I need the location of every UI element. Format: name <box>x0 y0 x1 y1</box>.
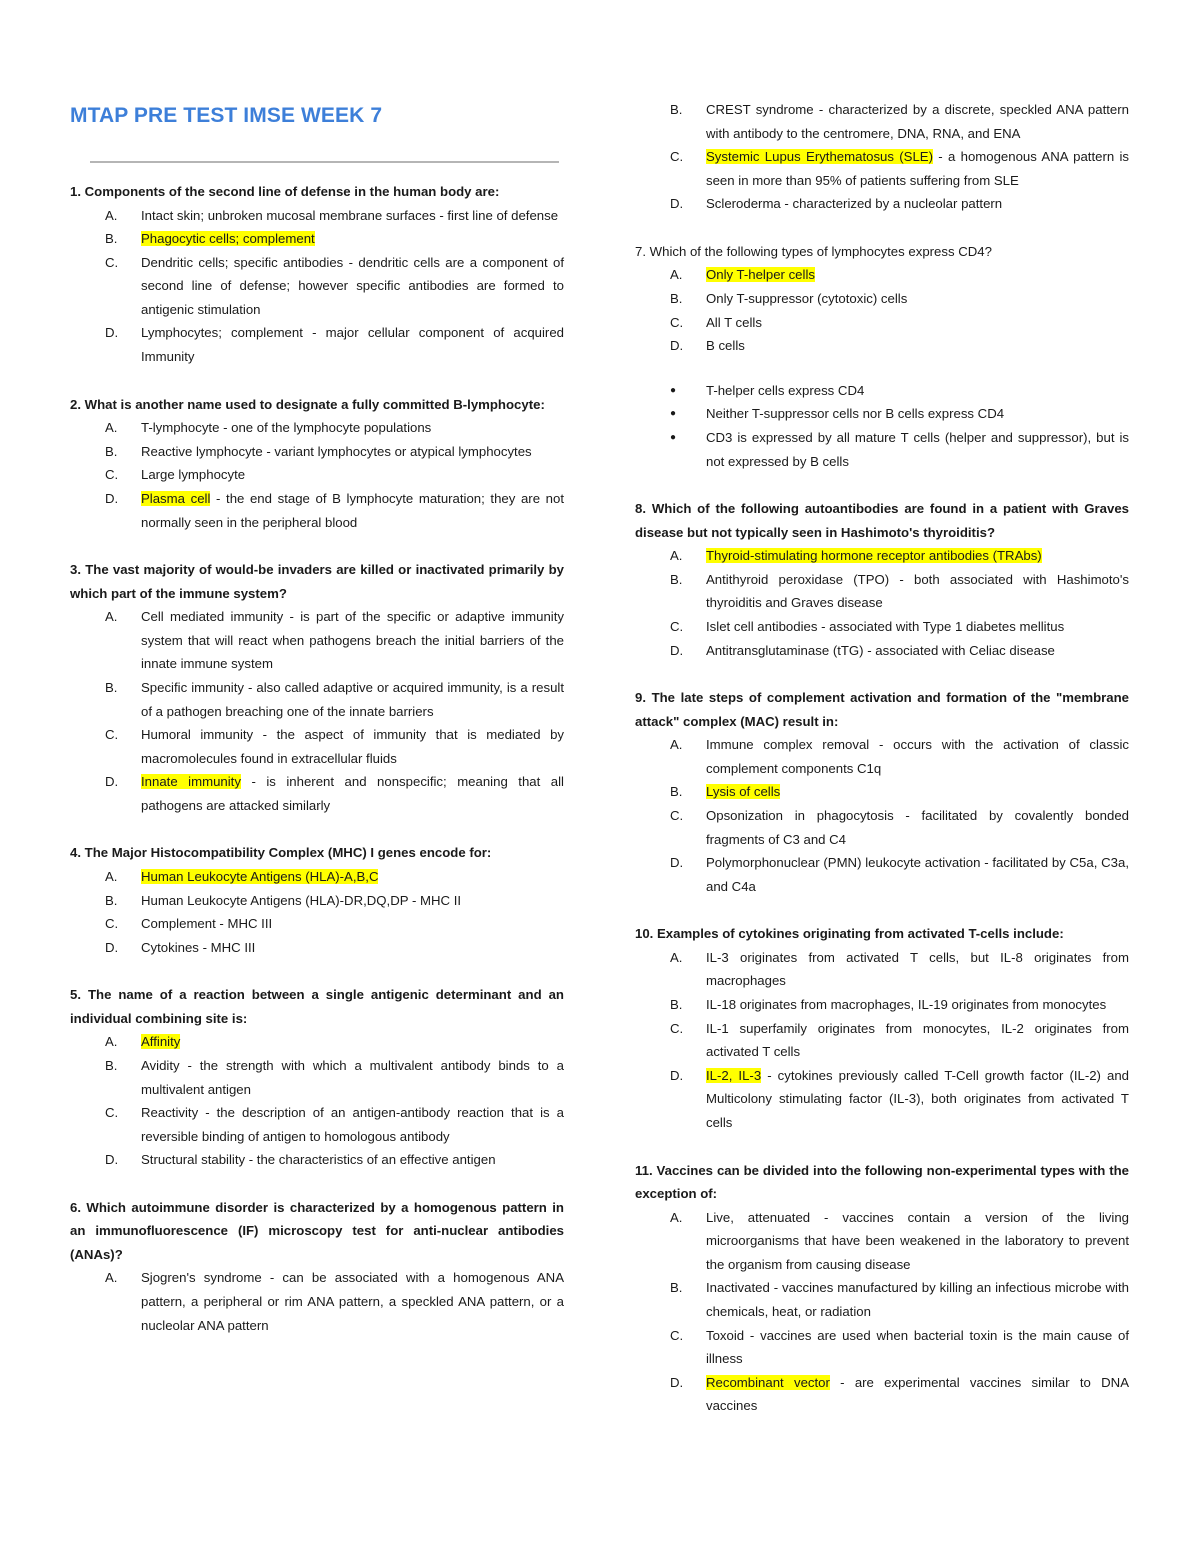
option-letter: C. <box>670 314 684 330</box>
option-a <box>70 416 564 440</box>
question-text: 10. Examples of cytokines originating from activated T-cells include: <box>635 926 1064 942</box>
option-explanation: Scleroderma - characterized by a nucleolar pattern <box>706 196 1003 212</box>
option-letter: C. <box>670 619 684 634</box>
answer-highlight: Lysis of cells <box>706 784 781 800</box>
option-text <box>141 204 564 228</box>
note-text: CD3 is expressed by all mature T cells (helper and suppressor), but is not expressed by B cells <box>706 430 1129 469</box>
option-d <box>635 639 1129 663</box>
answer-highlight: IL-2, IL-3 <box>706 1067 762 1083</box>
option-list <box>70 1030 564 1172</box>
option-letter: A. <box>105 609 118 625</box>
question-5 <box>70 983 564 1172</box>
option-explanation: T-lymphocyte - one of the lymphocyte populations <box>141 420 432 436</box>
option-explanation: Cytokines - MHC III <box>141 939 256 955</box>
option-text <box>141 1266 564 1337</box>
option-text <box>706 1276 1129 1323</box>
option-d <box>635 334 1129 358</box>
option-letter: C. <box>105 727 119 743</box>
bullet-icon: ● <box>670 408 677 420</box>
option-text <box>706 946 1129 993</box>
option-text <box>706 1371 1129 1418</box>
option-list <box>70 605 564 817</box>
option-letter: D. <box>105 939 119 955</box>
option-text <box>706 1064 1129 1135</box>
option-c <box>635 145 1129 192</box>
option-letter: C. <box>670 149 684 165</box>
option-letter: A. <box>105 868 118 884</box>
option-explanation: - the end stage of B lymphocyte maturation; they are not normally seen in the peripheral blood <box>141 490 564 530</box>
option-letter: A. <box>670 949 683 965</box>
option-explanation: Antithyroid peroxidase (TPO) - both associated with Hashimoto's thyroiditis and Graves disease <box>706 571 1129 611</box>
option-explanation: Polymorphonuclear (PMN) leukocyte activation - facilitated by C5a, C3a, and C4a <box>706 855 1129 894</box>
option-explanation: Toxoid - vaccines are used when bacterial toxin is the main cause of illness <box>706 1327 1129 1367</box>
option-explanation: Lymphocytes; complement - major cellular component of acquired Immunity <box>141 325 564 365</box>
option-explanation: Cell mediated immunity - is part of the specific or adaptive immunity system that will react when pathogens breach the initial barriers of the innate immune system <box>141 609 564 672</box>
option-text <box>706 1206 1129 1277</box>
question-9 <box>635 686 1129 898</box>
option-letter: D. <box>105 490 119 506</box>
option-text <box>706 1324 1129 1371</box>
option-text <box>706 780 1129 804</box>
option-b <box>635 993 1129 1017</box>
option-b <box>635 287 1129 311</box>
note-text: T-helper cells express CD4 <box>706 382 865 398</box>
option-c <box>635 311 1129 335</box>
option-letter: B. <box>670 102 683 117</box>
option-explanation: Human Leukocyte Antigens (HLA)-DR,DQ,DP - MHC II <box>141 892 462 908</box>
option-explanation: Antitransglutaminase (tTG) - associated with Celiac disease <box>706 642 1055 658</box>
answer-highlight: Plasma cell <box>141 490 211 506</box>
answer-highlight: Systemic Lupus Erythematosus (SLE) <box>706 149 933 165</box>
option-a <box>635 946 1129 993</box>
option-b <box>635 568 1129 615</box>
option-c <box>635 1324 1129 1371</box>
answer-highlight: Thyroid-stimulating hormone receptor antibodies (TRAbs) <box>706 548 1042 564</box>
option-letter: B. <box>670 291 683 307</box>
option-d <box>635 192 1129 216</box>
option-explanation: Humoral immunity - the aspect of immunity that is mediated by macromolecules found in extracellular fluids <box>141 727 564 766</box>
answer-highlight: Human Leukocyte Antigens (HLA)-A,B,C <box>141 868 379 884</box>
option-b <box>70 676 564 723</box>
option-text <box>141 1054 564 1101</box>
option-text <box>706 615 1129 639</box>
question-text: 9. The late steps of complement activation and formation of the "membrane attack" complex (MAC) result in: <box>635 690 1129 729</box>
option-letter: B. <box>670 1280 683 1296</box>
option-c <box>70 1101 564 1148</box>
option-d <box>70 487 564 534</box>
option-b <box>70 889 564 913</box>
option-letter: A. <box>670 737 683 753</box>
answer-highlight: Recombinant vector <box>706 1374 830 1390</box>
option-explanation: IL-18 originates from macrophages, IL-19 originates from monocytes <box>706 997 1107 1013</box>
option-explanation: Islet cell antibodies - associated with Type 1 diabetes mellitus <box>706 619 1065 634</box>
question-text: 5. The name of a reaction between a single antigenic determinant and an individual combining site is: <box>70 987 564 1026</box>
option-d <box>635 1064 1129 1135</box>
option-explanation: Only T-suppressor (cytotoxic) cells <box>706 291 908 307</box>
option-d <box>635 1371 1129 1418</box>
option-text <box>141 889 564 913</box>
question-text: 7. Which of the following types of lymphocytes express CD4? <box>635 243 992 259</box>
option-letter: B. <box>670 784 683 800</box>
right-column <box>635 0 1129 1442</box>
option-explanation: Inactivated - vaccines manufactured by killing an infectious microbe with chemicals, heat, or radiation <box>706 1280 1129 1319</box>
option-text <box>141 227 564 251</box>
option-text <box>706 733 1129 780</box>
option-a <box>635 263 1129 287</box>
option-explanation: B cells <box>706 338 745 354</box>
option-text <box>706 287 1129 311</box>
option-c <box>70 912 564 936</box>
option-text <box>141 936 564 960</box>
option-explanation: - cytokines previously called T-Cell growth factor (IL-2) and Multicolony stimulating factor (IL-3), both originates from activated T cells <box>706 1067 1129 1130</box>
question-6 <box>70 1196 564 1337</box>
question-2 <box>70 393 564 534</box>
option-letter: D. <box>105 325 119 341</box>
option-text <box>706 1017 1129 1064</box>
note-item <box>635 402 1129 426</box>
option-d <box>635 851 1129 898</box>
option-explanation: Avidity - the strength with which a multivalent antibody binds to a multivalent antigen <box>141 1057 564 1097</box>
option-explanation: - a homogenous ANA pattern is seen in more than 95% of patients suffering from SLE <box>706 149 1129 188</box>
option-letter: A. <box>670 267 683 283</box>
question-4 <box>70 841 564 959</box>
option-text <box>706 192 1129 216</box>
option-text <box>141 723 564 770</box>
option-a <box>70 204 564 228</box>
question-1 <box>70 180 564 369</box>
option-a <box>70 605 564 676</box>
option-letter: D. <box>105 1152 119 1168</box>
option-b <box>635 98 1129 145</box>
question-text: 2. What is another name used to designate a fully committed B-lymphocyte: <box>70 396 545 412</box>
option-letter: C. <box>670 807 684 823</box>
question-8 <box>635 497 1129 662</box>
option-letter: A. <box>105 207 118 223</box>
option-text <box>706 311 1129 335</box>
option-letter: B. <box>105 892 118 908</box>
option-list <box>635 98 1129 216</box>
option-a <box>70 865 564 889</box>
option-letter: A. <box>105 1270 118 1286</box>
option-list <box>635 544 1129 662</box>
option-text <box>706 98 1129 145</box>
option-explanation: Live, attenuated - vaccines contain a version of the living microorganisms that have been weakened in the laboratory to prevent the organism from causing disease <box>706 1209 1129 1272</box>
option-c <box>70 463 564 487</box>
option-list <box>70 1266 564 1337</box>
option-a <box>635 544 1129 568</box>
option-list <box>635 733 1129 898</box>
option-list <box>70 204 564 369</box>
option-text <box>141 1101 564 1148</box>
option-explanation: Complement - MHC III <box>141 916 273 932</box>
question-3 <box>70 558 564 817</box>
option-b <box>70 227 564 251</box>
option-text <box>706 639 1129 663</box>
option-explanation: - are experimental vaccines similar to DNA vaccines <box>706 1374 1129 1414</box>
note-item <box>635 426 1129 473</box>
note-text: Neither T-suppressor cells nor B cells express CD4 <box>706 406 1005 422</box>
note-list <box>635 379 1129 473</box>
option-d <box>70 770 564 817</box>
option-letter: B. <box>105 231 118 247</box>
option-d <box>70 936 564 960</box>
option-b <box>70 1054 564 1101</box>
bullet-icon: ● <box>670 384 677 396</box>
option-explanation: Structural stability - the characteristics of an effective antigen <box>141 1152 496 1168</box>
option-text <box>706 263 1129 287</box>
option-letter: C. <box>105 1105 119 1121</box>
option-letter: A. <box>105 420 118 436</box>
option-letter: D. <box>670 855 684 871</box>
option-letter: B. <box>670 571 683 587</box>
question-text: 11. Vaccines can be divided into the following non-experimental types with the exception of: <box>635 1162 1129 1202</box>
option-text <box>141 440 564 464</box>
option-text <box>706 544 1129 568</box>
option-letter: D. <box>670 196 684 212</box>
option-letter: B. <box>105 679 118 695</box>
option-letter: A. <box>670 1209 683 1225</box>
answer-highlight: Innate immunity <box>141 774 241 790</box>
option-text <box>141 487 564 534</box>
option-d <box>70 321 564 368</box>
option-text <box>141 1030 564 1054</box>
page-title: MTAP PRE TEST IMSE WEEK 7 <box>70 104 383 127</box>
option-explanation: CREST syndrome - characterized by a discrete, speckled ANA pattern with antibody to the centromere, DNA, RNA, and ENA <box>706 102 1129 141</box>
option-list <box>635 263 1129 357</box>
left-column <box>70 0 564 1361</box>
answer-highlight: Affinity <box>141 1034 181 1050</box>
option-text <box>141 770 564 817</box>
option-letter: B. <box>105 1057 118 1073</box>
question-text: 1. Components of the second line of defense in the human body are: <box>70 184 500 199</box>
option-explanation: IL-1 superfamily originates from monocytes, IL-2 originates from activated T cells <box>706 1020 1129 1060</box>
option-explanation: IL-3 originates from activated T cells, but IL-8 originates from macrophages <box>706 949 1129 989</box>
option-letter: A. <box>670 548 683 564</box>
option-explanation: Large lymphocyte <box>141 467 246 483</box>
option-text <box>141 463 564 487</box>
option-explanation: Reactivity - the description of an antigen-antibody reaction that is a reversible binding of antigen to homologous antibody <box>141 1105 564 1144</box>
option-c <box>70 723 564 770</box>
option-c <box>635 804 1129 851</box>
option-text <box>706 804 1129 851</box>
option-a <box>70 1030 564 1054</box>
question-text: 6. Which autoimmune disorder is characterized by a homogenous pattern in an immunofluorescence (IF) microscopy test for anti-nuclear antibodies (ANAs)? <box>70 1199 564 1262</box>
option-a <box>635 733 1129 780</box>
option-text <box>141 251 564 322</box>
option-c <box>635 1017 1129 1064</box>
option-text <box>706 334 1129 358</box>
option-text <box>706 568 1129 615</box>
option-c <box>70 251 564 322</box>
option-text <box>141 1148 564 1172</box>
option-text <box>141 912 564 936</box>
question-text: 4. The Major Histocompatibility Complex (MHC) I genes encode for: <box>70 845 492 861</box>
option-a <box>70 1266 564 1337</box>
question-text: 8. Which of the following autoantibodies are found in a patient with Graves disease but not typically seen in Hashimoto's thyroiditis? <box>635 501 1129 540</box>
option-explanation: Specific immunity - also called adaptive or acquired immunity, is a result of a pathogen breaching one of the innate barriers <box>141 679 564 719</box>
option-letter: B. <box>105 443 118 459</box>
option-list <box>635 1206 1129 1418</box>
option-letter: C. <box>670 1020 684 1036</box>
option-list <box>70 865 564 959</box>
question-11 <box>635 1159 1129 1418</box>
option-letter: D. <box>670 1374 684 1390</box>
option-explanation: - is inherent and nonspecific; meaning that all pathogens are attacked similarly <box>141 774 564 813</box>
answer-highlight: Only T-helper cells <box>706 267 815 283</box>
option-letter: C. <box>670 1327 684 1343</box>
question-10 <box>635 922 1129 1134</box>
option-text <box>141 676 564 723</box>
option-text <box>141 605 564 676</box>
option-text <box>141 321 564 368</box>
option-letter: C. <box>105 916 119 932</box>
option-letter: D. <box>670 1067 684 1083</box>
question-6-continued <box>635 98 1129 216</box>
option-explanation: Intact skin; unbroken mucosal membrane surfaces - first line of defense <box>141 207 559 223</box>
option-letter: C. <box>105 467 119 483</box>
option-explanation: All T cells <box>706 314 762 330</box>
option-explanation: Sjogren's syndrome - can be associated with a homogenous ANA pattern, a peripheral or rim ANA pattern, a speckled ANA pattern, or a nucleolar ANA pattern <box>141 1270 564 1333</box>
option-explanation: Immune complex removal - occurs with the activation of classic complement components C1q <box>706 737 1129 776</box>
question-text: 3. The vast majority of would-be invaders are killed or inactivated primarily by which part of the immune system? <box>70 562 564 601</box>
option-text <box>706 993 1129 1017</box>
option-b <box>635 1276 1129 1323</box>
option-letter: D. <box>670 642 684 658</box>
option-list <box>635 946 1129 1135</box>
option-explanation: Dendritic cells; specific antibodies - dendritic cells are a component of second line of defense; however specific antibodies are formed to antigenic stimulation <box>141 254 564 317</box>
option-letter: B. <box>670 997 683 1013</box>
option-explanation: Reactive lymphocyte - variant lymphocytes or atypical lymphocytes <box>141 443 532 459</box>
option-text <box>141 416 564 440</box>
option-explanation: Opsonization in phagocytosis - facilitated by covalently bonded fragments of C3 and C4 <box>706 807 1129 847</box>
answer-highlight: Phagocytic cells; complement <box>141 231 315 247</box>
question-7 <box>635 240 1129 473</box>
option-letter: D. <box>670 338 684 354</box>
note-item <box>635 379 1129 403</box>
option-a <box>635 1206 1129 1277</box>
option-letter: A. <box>105 1034 118 1050</box>
option-letter: C. <box>105 254 119 270</box>
option-c <box>635 615 1129 639</box>
option-text <box>706 145 1129 192</box>
option-d <box>70 1148 564 1172</box>
option-b <box>635 780 1129 804</box>
bullet-icon: ● <box>670 432 677 444</box>
option-text <box>706 851 1129 898</box>
option-b <box>70 440 564 464</box>
option-list <box>70 416 564 534</box>
option-text <box>141 865 564 889</box>
option-letter: D. <box>105 774 119 790</box>
